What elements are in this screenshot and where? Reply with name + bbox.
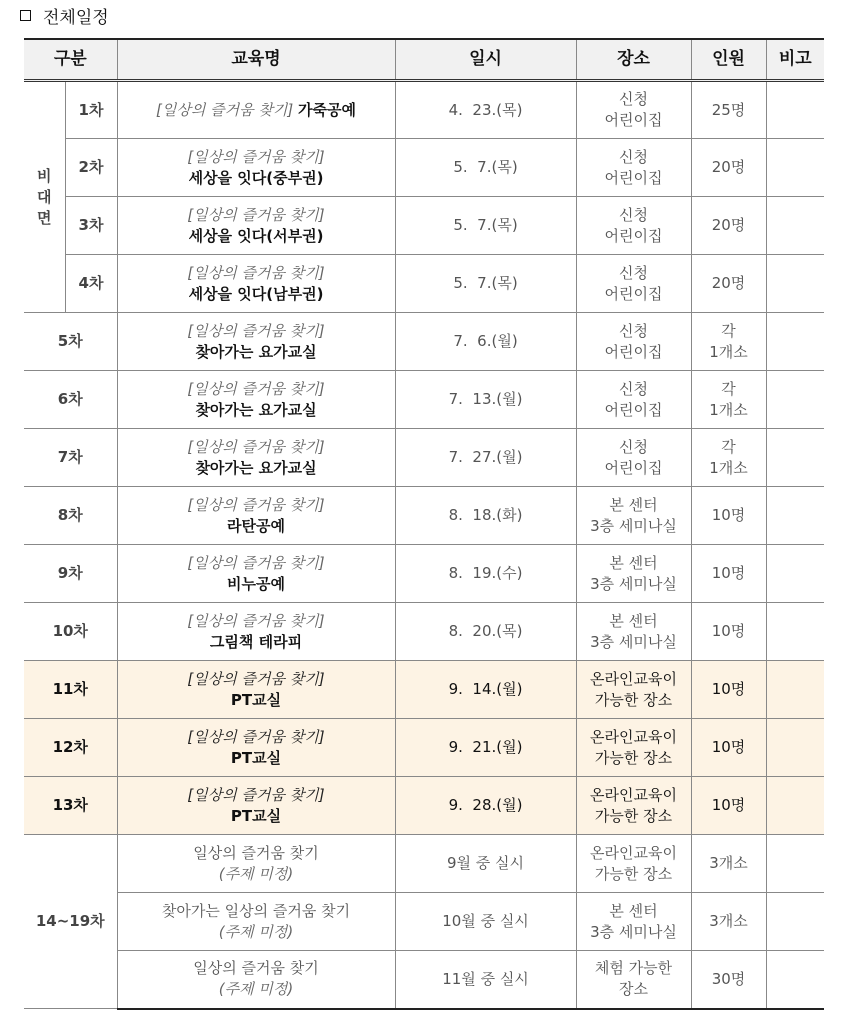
- note-cell: [766, 951, 824, 1009]
- place-cell: [576, 545, 691, 603]
- course-title: PT교실: [230, 690, 282, 709]
- note-cell: [766, 777, 824, 835]
- people-line-1: 10명: [711, 796, 746, 814]
- course-title: 그림책 테라피: [209, 632, 303, 651]
- date-cell: 5. 7.(목): [395, 197, 576, 255]
- course-cell: [117, 835, 395, 893]
- course-title: 라탄공예: [227, 516, 285, 535]
- course-prefix: [일상의 즐거움 찾기]: [187, 379, 325, 398]
- people-cell: 3개소: [691, 835, 766, 893]
- note-cell: [766, 429, 824, 487]
- place-cell: [576, 81, 691, 139]
- course-prefix: [일상의 즐거움 찾기]: [187, 727, 325, 746]
- table-row: [24, 487, 824, 545]
- note-cell: [766, 139, 824, 197]
- course-subtitle: (주제 미정): [218, 922, 294, 941]
- place-line-2: 가능한 장소: [594, 690, 673, 709]
- header-row: [24, 39, 824, 81]
- note-cell: [766, 313, 824, 371]
- course-cell: [117, 545, 395, 603]
- people-line-1: 20명: [711, 158, 746, 176]
- course-title: PT교실: [230, 806, 282, 825]
- course-cell: [117, 255, 395, 313]
- place-line-2: 어린이집: [604, 342, 663, 361]
- people-cell: [691, 777, 766, 835]
- note-cell: [766, 661, 824, 719]
- table-row: [24, 81, 824, 139]
- place-cell: [576, 951, 691, 1009]
- note-cell: [766, 81, 824, 139]
- future-group-cell: 14~19차: [24, 835, 117, 1009]
- course-prefix: [일상의 즐거움 찾기]: [187, 263, 325, 282]
- course-cell: [117, 893, 395, 951]
- course-title: PT교실: [230, 748, 282, 767]
- course-prefix: [일상의 즐거움 찾기]: [187, 611, 325, 630]
- people-line-1: 10명: [711, 506, 746, 524]
- place-line-1: 신청: [619, 147, 648, 166]
- date-cell: 10월 중 실시: [395, 893, 576, 951]
- people-cell: [691, 661, 766, 719]
- date-cell: 9. 14.(월): [395, 661, 576, 719]
- course-cell: [117, 81, 395, 139]
- table-row: [24, 719, 824, 777]
- course-subtitle: (주제 미정): [218, 980, 294, 999]
- course-title: 일상의 즐거움 찾기: [193, 959, 319, 978]
- table-row: [24, 893, 824, 951]
- people-cell: [691, 603, 766, 661]
- gubun-cell: 1차: [65, 81, 117, 139]
- course-prefix: [일상의 즐거움 찾기]: [187, 669, 325, 688]
- course-title: 세상을 잇다(서부권): [188, 226, 324, 245]
- table-row: [24, 835, 824, 893]
- table-row: [24, 197, 824, 255]
- gubun-cell: 3차: [65, 197, 117, 255]
- course-cell: [117, 661, 395, 719]
- place-cell: [576, 603, 691, 661]
- people-cell: [691, 139, 766, 197]
- course-title: 찾아가는 일상의 즐거움 찾기: [161, 901, 351, 920]
- people-line-1: 각: [721, 437, 736, 456]
- note-cell: [766, 371, 824, 429]
- section-title: 전체일정: [43, 7, 109, 28]
- place-line-2: 3층 세미나실: [590, 922, 677, 941]
- header-course: 교육명: [117, 39, 395, 81]
- table-row: [24, 255, 824, 313]
- date-cell: 5. 7.(목): [395, 255, 576, 313]
- place-cell: [576, 719, 691, 777]
- place-line-1: 온라인교육이: [590, 669, 677, 688]
- course-prefix: [일상의 즐거움 찾기]: [187, 553, 325, 572]
- people-line-1: 20명: [711, 216, 746, 234]
- group-label-cell: [24, 81, 65, 313]
- course-cell: [117, 487, 395, 545]
- place-cell: [576, 197, 691, 255]
- course-cell: [117, 371, 395, 429]
- place-cell: [576, 255, 691, 313]
- place-line-2: 어린이집: [604, 400, 663, 419]
- table-row: [24, 545, 824, 603]
- course-prefix: [일상의 즐거움 찾기]: [187, 321, 325, 340]
- people-cell: [691, 81, 766, 139]
- course-cell: [117, 603, 395, 661]
- place-cell: [576, 835, 691, 893]
- people-cell: [691, 429, 766, 487]
- header-gubun: 구분: [24, 39, 117, 81]
- people-line-2: 1개소: [709, 342, 748, 361]
- place-cell: [576, 487, 691, 545]
- place-line-1: 신청: [619, 90, 648, 108]
- people-line-2: 1개소: [709, 458, 748, 477]
- course-title: 찾아가는 요가교실: [195, 342, 317, 361]
- course-prefix: [일상의 즐거움 찾기]: [187, 205, 325, 224]
- people-cell: [691, 197, 766, 255]
- note-cell: [766, 719, 824, 777]
- place-line-2: 어린이집: [604, 458, 663, 477]
- date-cell: 8. 20.(목): [395, 603, 576, 661]
- gubun-cell: 10차: [24, 603, 117, 661]
- course-title: 찾아가는 요가교실: [195, 400, 317, 419]
- place-line-1: 신청: [619, 321, 648, 340]
- table-row: [24, 603, 824, 661]
- header-place: 장소: [576, 39, 691, 81]
- table-row: [24, 313, 824, 371]
- place-line-2: 3층 세미나실: [590, 574, 677, 593]
- course-cell: [117, 197, 395, 255]
- date-cell: 7. 6.(월): [395, 313, 576, 371]
- table-row: [24, 139, 824, 197]
- place-line-2: 장소: [619, 980, 648, 999]
- place-cell: [576, 661, 691, 719]
- people-cell: [691, 313, 766, 371]
- gubun-cell: 8차: [24, 487, 117, 545]
- section-heading: [18, 0, 109, 30]
- place-line-1: 온라인교육이: [590, 843, 677, 862]
- date-cell: 9. 21.(월): [395, 719, 576, 777]
- place-line-2: 3층 세미나실: [590, 516, 677, 535]
- course-cell: [117, 719, 395, 777]
- course-title: 가죽공예: [298, 100, 356, 119]
- place-line-2: 가능한 장소: [594, 748, 673, 767]
- gubun-cell: 9차: [24, 545, 117, 603]
- table-row: [24, 661, 824, 719]
- place-line-1: 온라인교육이: [590, 785, 677, 804]
- date-cell: 8. 19.(수): [395, 545, 576, 603]
- place-line-1: 신청: [619, 263, 648, 282]
- date-cell: 7. 27.(월): [395, 429, 576, 487]
- place-cell: [576, 371, 691, 429]
- people-line-1: 각: [721, 379, 736, 398]
- checkbox-bullet-icon: [20, 10, 31, 21]
- place-line-1: 온라인교육이: [590, 727, 677, 746]
- table-row: [24, 951, 824, 1009]
- place-cell: [576, 777, 691, 835]
- course-cell: [117, 951, 395, 1009]
- course-prefix: [일상의 즐거움 찾기]: [187, 437, 325, 456]
- note-cell: [766, 255, 824, 313]
- course-title: 세상을 잇다(중부권): [188, 168, 324, 187]
- place-line-2: 3층 세미나실: [590, 632, 677, 651]
- place-line-2: 어린이집: [604, 284, 663, 303]
- place-cell: [576, 313, 691, 371]
- people-cell: [691, 719, 766, 777]
- place-line-1: 신청: [619, 379, 648, 398]
- people-cell: 30명: [691, 951, 766, 1009]
- date-cell: 9월 중 실시: [395, 835, 576, 893]
- course-cell: [117, 313, 395, 371]
- course-title: 일상의 즐거움 찾기: [193, 843, 319, 862]
- place-line-2: 가능한 장소: [594, 864, 673, 883]
- gubun-cell: 11차: [24, 661, 117, 719]
- date-cell: 8. 18.(화): [395, 487, 576, 545]
- course-title: 찾아가는 요가교실: [195, 458, 317, 477]
- date-cell: 7. 13.(월): [395, 371, 576, 429]
- people-line-2: 1개소: [709, 400, 748, 419]
- note-cell: [766, 603, 824, 661]
- date-cell: 11월 중 실시: [395, 951, 576, 1009]
- gubun-cell: 5차: [24, 313, 117, 371]
- gubun-cell: 6차: [24, 371, 117, 429]
- table-row: [24, 777, 824, 835]
- people-line-1: 10명: [711, 622, 746, 640]
- note-cell: [766, 893, 824, 951]
- date-cell: 9. 28.(월): [395, 777, 576, 835]
- place-cell: [576, 893, 691, 951]
- people-line-1: 10명: [711, 680, 746, 698]
- place-line-1: 본 센터: [609, 553, 658, 572]
- header-people: 인원: [691, 39, 766, 81]
- header-note: 비고: [766, 39, 824, 81]
- note-cell: [766, 835, 824, 893]
- gubun-cell: 2차: [65, 139, 117, 197]
- place-line-1: 체험 가능한: [594, 959, 673, 978]
- place-cell: [576, 429, 691, 487]
- date-cell: 4. 23.(목): [395, 81, 576, 139]
- people-cell: [691, 487, 766, 545]
- place-cell: [576, 139, 691, 197]
- course-subtitle: (주제 미정): [218, 864, 294, 883]
- gubun-cell: 7차: [24, 429, 117, 487]
- course-cell: [117, 139, 395, 197]
- course-cell: [117, 777, 395, 835]
- table-row: [24, 371, 824, 429]
- people-cell: [691, 255, 766, 313]
- course-cell: [117, 429, 395, 487]
- people-cell: [691, 371, 766, 429]
- course-title: 세상을 잇다(남부권): [188, 284, 324, 303]
- course-title: 비누공예: [227, 574, 285, 593]
- note-cell: [766, 487, 824, 545]
- people-line-1: 10명: [711, 738, 746, 756]
- schedule-table: [24, 38, 824, 1010]
- header-date: 일시: [395, 39, 576, 81]
- place-line-1: 본 센터: [609, 495, 658, 514]
- date-cell: 5. 7.(목): [395, 139, 576, 197]
- people-cell: [691, 545, 766, 603]
- place-line-1: 신청: [619, 205, 648, 224]
- place-line-2: 어린이집: [604, 168, 663, 187]
- place-line-1: 신청: [619, 437, 648, 456]
- people-line-1: 20명: [711, 274, 746, 292]
- note-cell: [766, 545, 824, 603]
- table-row: [24, 429, 824, 487]
- people-line-1: 25명: [711, 100, 746, 119]
- gubun-cell: 4차: [65, 255, 117, 313]
- course-prefix: [일상의 즐거움 찾기]: [156, 100, 294, 119]
- course-prefix: [일상의 즐거움 찾기]: [187, 495, 325, 514]
- place-line-1: 본 센터: [609, 611, 658, 630]
- people-line-1: 각: [721, 321, 736, 340]
- gubun-cell: 12차: [24, 719, 117, 777]
- place-line-1: 본 센터: [609, 901, 658, 920]
- course-prefix: [일상의 즐거움 찾기]: [187, 147, 325, 166]
- place-line-2: 가능한 장소: [594, 806, 673, 825]
- course-prefix: [일상의 즐거움 찾기]: [187, 785, 325, 804]
- gubun-cell: 13차: [24, 777, 117, 835]
- note-cell: [766, 197, 824, 255]
- place-line-2: 어린이집: [604, 226, 663, 245]
- place-line-2: 어린이집: [604, 111, 663, 129]
- group-label: 비대면: [37, 166, 52, 227]
- people-line-1: 10명: [711, 564, 746, 582]
- people-cell: 3개소: [691, 893, 766, 951]
